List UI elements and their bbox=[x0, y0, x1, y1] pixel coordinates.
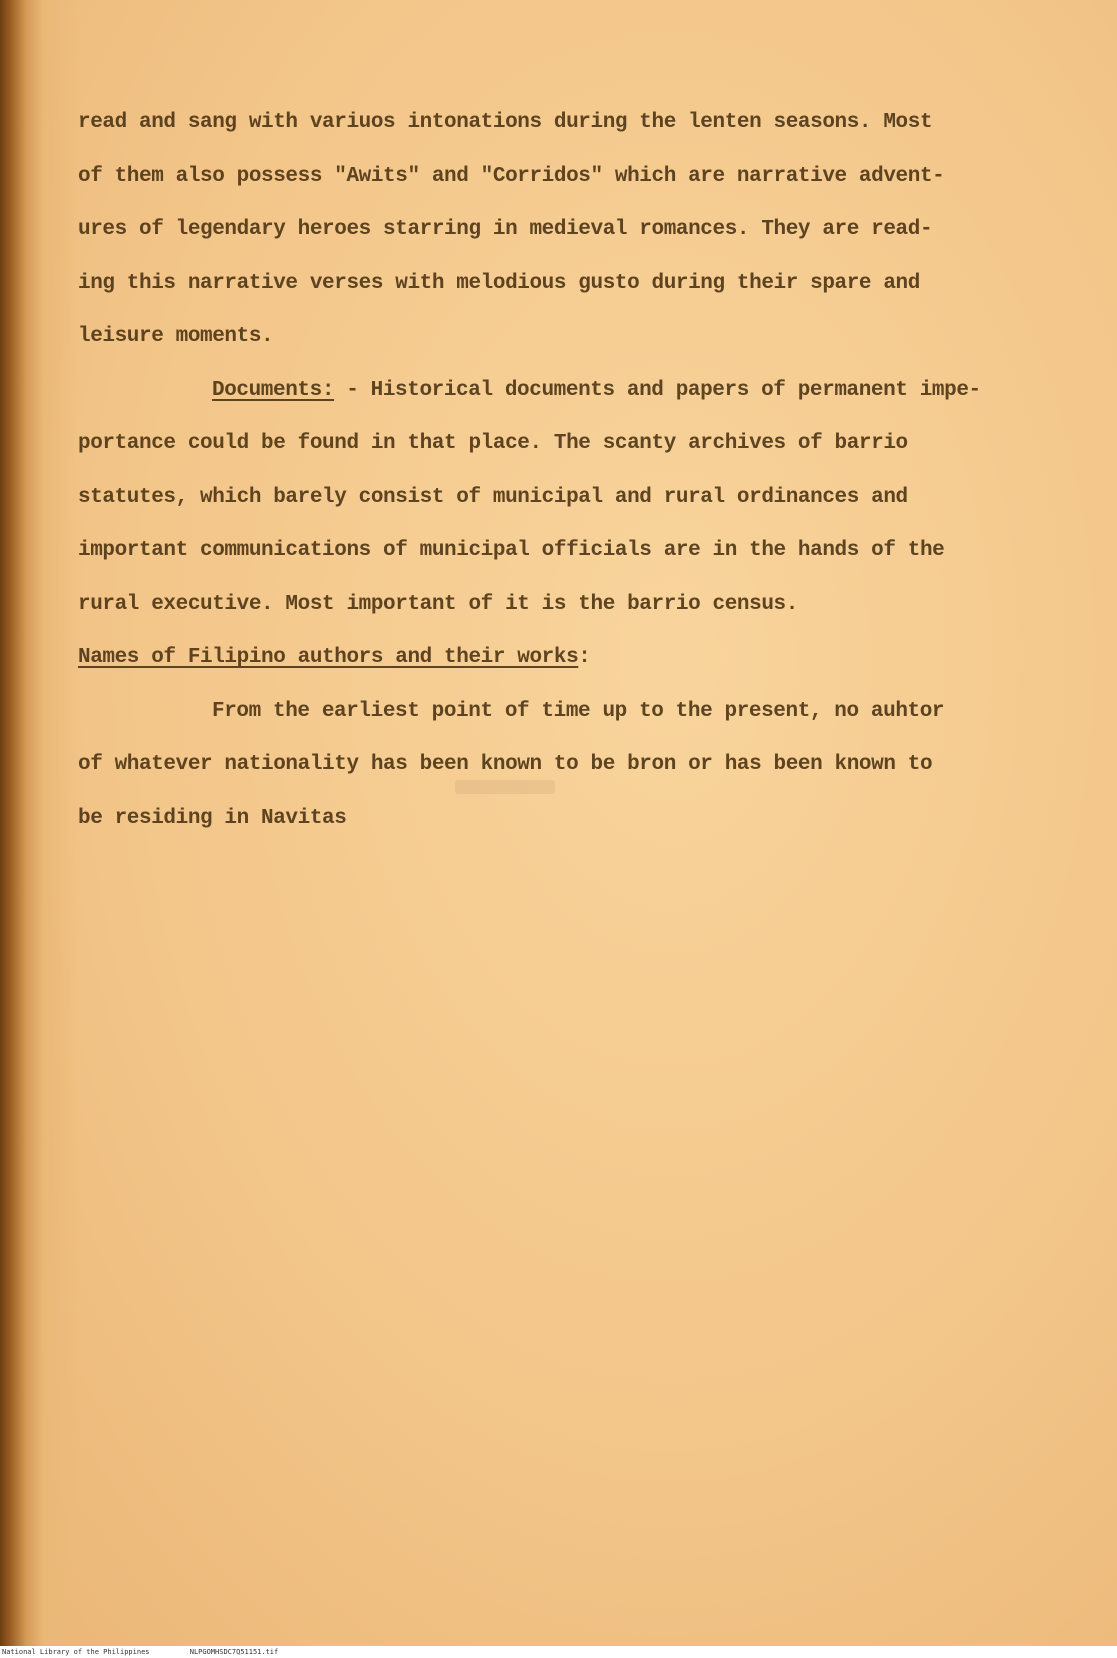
documents-heading: Documents: bbox=[212, 378, 335, 402]
p3-line-2: of whatever nationality has been known to be bron or has been known to bbox=[78, 753, 933, 776]
typewritten-text bbox=[78, 96, 1038, 845]
p3-line-3: be residing in Navitas bbox=[78, 806, 347, 830]
p2-line-1-rest: - Historical documents and papers of permanent impe- bbox=[334, 378, 981, 402]
p1-line-2: of them also possess "Awits" and "Corridos" which are narrative advent- bbox=[78, 164, 945, 188]
p2-line-1 bbox=[78, 364, 1038, 418]
p1-line-4: ing this narrative verses with melodious gusto during their spare and bbox=[78, 271, 920, 295]
p1-line-1: read and sang with variuos intonations during the lenten seasons. Most bbox=[78, 111, 933, 134]
authors-heading: Names of Filipino authors and their works bbox=[78, 646, 579, 669]
p1-line-5: leisure moments. bbox=[78, 325, 274, 348]
authors-heading-line bbox=[78, 631, 1038, 685]
p2-line-5: rural executive. Most important of it is the barrio census. bbox=[78, 592, 798, 616]
scan-footer bbox=[0, 1646, 1117, 1658]
p1-line-3: ures of legendary heroes starring in medieval romances. They are read- bbox=[78, 218, 933, 241]
p2-line-2: portance could be found in that place. The scanty archives of barrio bbox=[78, 432, 908, 455]
p2-line-3: statutes, which barely consist of municipal and rural ordinances and bbox=[78, 485, 908, 509]
authors-heading-suffix: : bbox=[578, 646, 591, 669]
p3-line-1: From the earliest point of time up to the present, no auhtor bbox=[212, 699, 945, 723]
footer-file-name: NLPGOMHSDC7Q51151.tif bbox=[189, 1648, 279, 1656]
footer-library: National Library of the Philippines bbox=[2, 1648, 150, 1656]
p2-line-4: important communications of municipal officials are in the hands of the bbox=[78, 539, 945, 562]
